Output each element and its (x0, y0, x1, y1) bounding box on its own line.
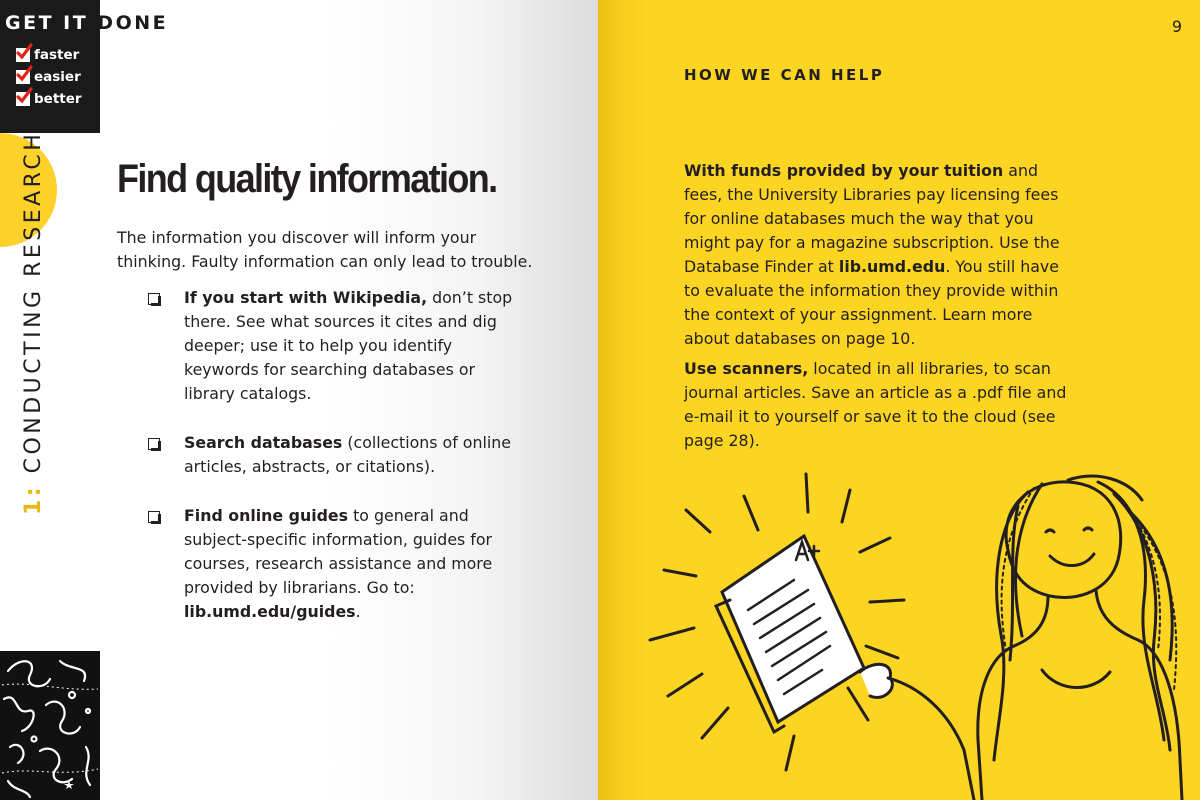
paragraph-bold: Use scanners, (684, 359, 809, 378)
section-label: HOW WE CAN HELP (684, 66, 885, 84)
bullet-tail: . (355, 602, 361, 621)
checkbox-icon (148, 511, 160, 523)
checkmark-icon (16, 92, 30, 106)
brand-item-easier (16, 69, 81, 85)
paragraph-tail: . You still have to evaluate the information they provide within the context of your assignment. Learn more about databases on page 10. (684, 257, 1059, 348)
bullet-bold: Search databases (184, 433, 343, 452)
paragraph-text: and fees, the University Libraries pay licensing fees for online databases much the way that you might pay for a magazine subscription. Use the Database Finder at (684, 161, 1060, 276)
list-item (148, 431, 528, 479)
decorative-doodle-block (0, 651, 100, 800)
chapter-label (14, 130, 54, 515)
checkbox-icon (148, 438, 160, 450)
right-page (598, 0, 1200, 800)
paragraph-bold: With funds provided by your tuition (684, 161, 1004, 180)
brand-title: GET IT DONE (5, 12, 169, 34)
funds-paragraph (684, 159, 1076, 351)
scanners-paragraph (684, 357, 1076, 453)
bullet-list (148, 286, 528, 649)
paragraph-text: located in all libraries, to scan journal articles. Save an article as a .pdf file and e-mail it to yourself or save it to the cloud (see page 28). (684, 359, 1067, 450)
left-page (0, 0, 598, 800)
chapter-title: CONDUCTING RESEARCH (21, 130, 46, 474)
brand-item-label: better (34, 91, 82, 107)
bullet-bold: If you start with Wikipedia, (184, 288, 428, 307)
page-number: 9 (1171, 17, 1182, 36)
brand-block (0, 0, 169, 133)
chapter-number: 1: (21, 483, 46, 515)
guides-link[interactable]: lib.umd.edu/guides (184, 602, 356, 621)
list-item (148, 504, 528, 624)
checkmark-icon (16, 48, 30, 62)
student-with-graded-paper-illustration (598, 440, 1200, 800)
list-item (148, 286, 528, 406)
checkbox-icon (148, 293, 160, 305)
brand-item-label: easier (34, 69, 81, 85)
checkmark-icon (16, 70, 30, 84)
bullet-bold: Find online guides (184, 506, 349, 525)
brand-item-label: faster (34, 47, 80, 63)
database-finder-link[interactable]: lib.umd.edu (838, 257, 946, 276)
brand-item-faster (16, 47, 79, 63)
intro-paragraph: The information you discover will inform your thinking. Faulty information can only lead to trouble. (117, 228, 533, 271)
page-heading: Find quality information. (117, 157, 497, 201)
bullet-text: (collections of online articles, abstracts, or citations). (184, 433, 511, 476)
brand-item-better (16, 91, 82, 107)
bullet-text: don’t stop there. See what sources it cites and dig deeper; use it to help you identify keywords for searching databases or library catalogs. (184, 288, 513, 403)
bullet-text: to general and subject-specific information, guides for courses, research assistance and more provided by librarians. Go to: (184, 506, 493, 597)
